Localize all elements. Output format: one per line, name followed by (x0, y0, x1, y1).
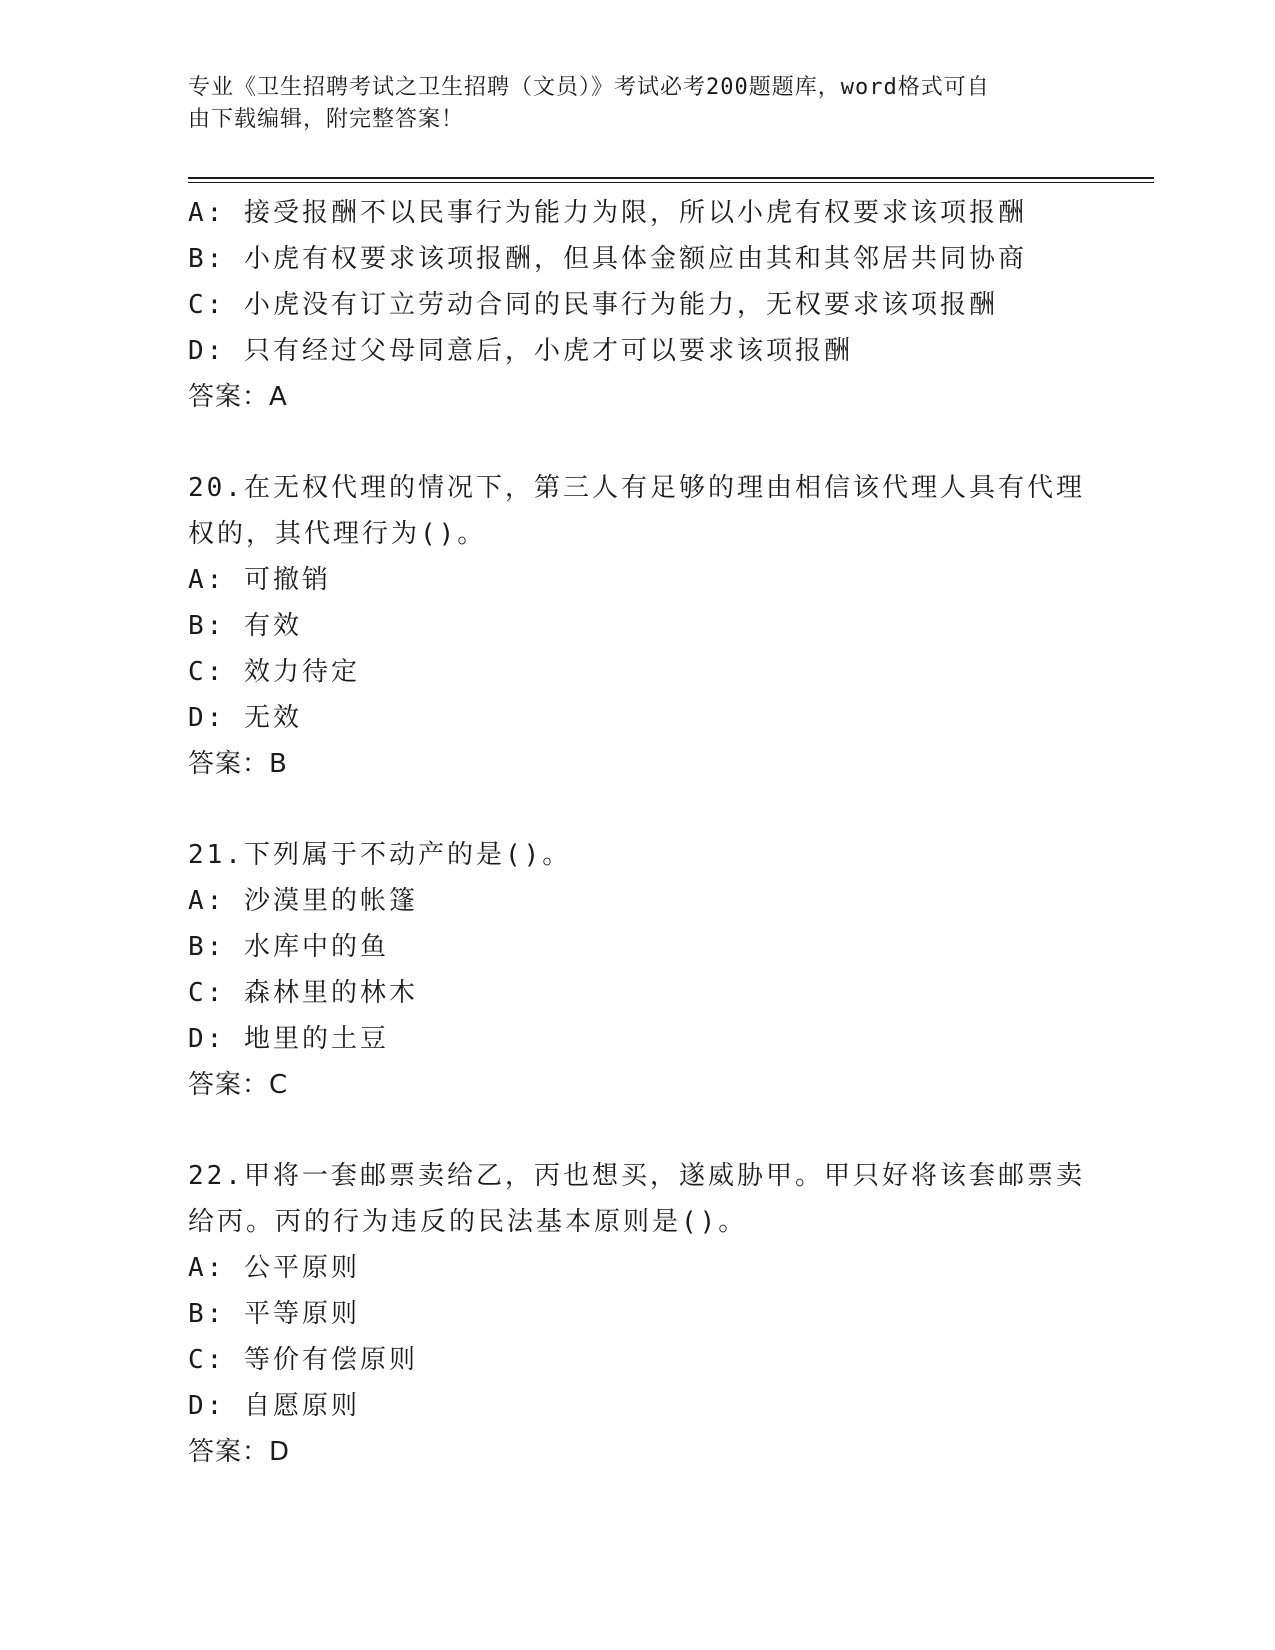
option-b: B: 小虎有权要求该项报酬，但具体金额应由其和其邻居共同协商 (188, 244, 1027, 274)
question-stem-line-1: 21.下列属于不动产的是()。 (188, 840, 572, 870)
question-22 (188, 1153, 1088, 1475)
option-d: D: 只有经过父母同意后，小虎才可以要求该项报酬 (188, 336, 853, 366)
header-divider (188, 177, 1154, 183)
header-title-line-1: 专业《卫生招聘考试之卫生招聘（文员）》考试必考200题题库，word格式可自 (188, 75, 990, 100)
question-stem-line-2: 权的，其代理行为()。 (188, 519, 487, 549)
option-a: A: 公平原则 (188, 1253, 360, 1283)
answer: 答案：C (188, 1070, 289, 1100)
question-content (188, 190, 1088, 1475)
option-c: C: 效力待定 (188, 657, 360, 687)
option-b: B: 水库中的鱼 (188, 932, 389, 962)
option-c: C: 等价有偿原则 (188, 1345, 418, 1375)
option-d: D: 地里的土豆 (188, 1024, 389, 1054)
option-b: B: 有效 (188, 611, 302, 641)
question-20 (188, 465, 1088, 787)
spacer (188, 787, 1088, 832)
question-stem-line-2: 给丙。丙的行为违反的民法基本原则是()。 (188, 1207, 748, 1237)
option-b: B: 平等原则 (188, 1299, 360, 1329)
spacer (188, 420, 1088, 465)
document-header (188, 72, 1088, 136)
option-a: A: 可撤销 (188, 565, 331, 595)
question-21 (188, 832, 1088, 1108)
option-c: C: 森林里的林木 (188, 978, 418, 1008)
answer: 答案：A (188, 382, 288, 412)
option-a: A: 接受报酬不以民事行为能力为限，所以小虎有权要求该项报酬 (188, 198, 1027, 228)
option-a: A: 沙漠里的帐篷 (188, 886, 418, 916)
question-stem-line-1: 22.甲将一套邮票卖给乙，丙也想买，遂威胁甲。甲只好将该套邮票卖 (188, 1161, 1085, 1191)
option-c: C: 小虎没有订立劳动合同的民事行为能力，无权要求该项报酬 (188, 290, 998, 320)
question-stem-line-1: 20.在无权代理的情况下，第三人有足够的理由相信该代理人具有代理 (188, 473, 1085, 503)
answer: 答案：B (188, 749, 288, 779)
option-d: D: 无效 (188, 703, 302, 733)
option-d: D: 自愿原则 (188, 1391, 360, 1421)
question-19 (188, 190, 1088, 420)
answer: 答案：D (188, 1437, 291, 1467)
spacer (188, 1108, 1088, 1153)
header-title-line-2: 由下载编辑，附完整答案！ (188, 107, 465, 132)
